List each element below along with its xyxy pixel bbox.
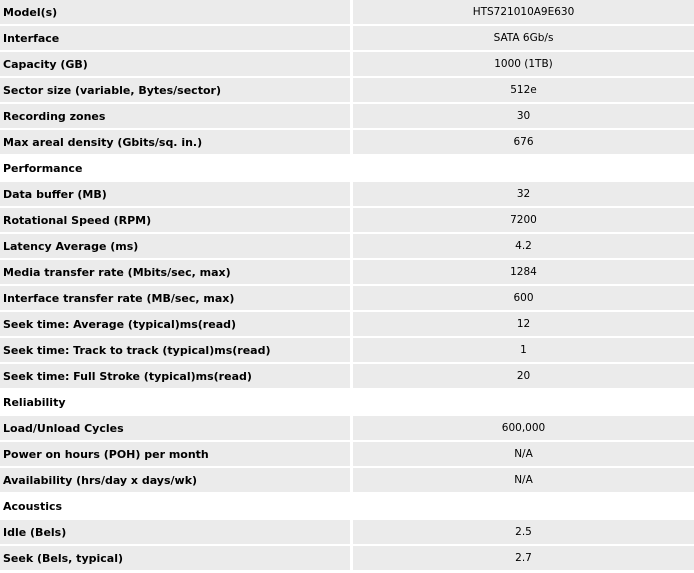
spec-label: Seek time: Full Stroke (typical)ms(read) [0,364,353,390]
spec-label: Rotational Speed (RPM) [0,208,353,234]
spec-value: 1284 [353,260,694,286]
spec-row [0,442,694,468]
spec-row [0,208,694,234]
section-header-row [0,156,694,182]
spec-value: 512e [353,78,694,104]
spec-row [0,260,694,286]
spec-value: 30 [353,104,694,130]
spec-row [0,182,694,208]
spec-label: Data buffer (MB) [0,182,353,208]
spec-row [0,26,694,52]
spec-value: 600,000 [353,416,694,442]
spec-row [0,286,694,312]
spec-label: Capacity (GB) [0,52,353,78]
spec-value: 1000 (1TB) [353,52,694,78]
section-header-row [0,390,694,416]
spec-value: 2.5 [353,520,694,546]
spec-value: 32 [353,182,694,208]
spec-label: Interface transfer rate (MB/sec, max) [0,286,353,312]
spec-value: 2.7 [353,546,694,572]
spec-label: Max areal density (Gbits/sq. in.) [0,130,353,156]
spec-label: Interface [0,26,353,52]
spec-label: Availability (hrs/day x days/wk) [0,468,353,494]
spec-row [0,338,694,364]
spec-value: 4.2 [353,234,694,260]
spec-value: HTS721010A9E630 [353,0,694,26]
spec-value: 676 [353,130,694,156]
spec-label: Idle (Bels) [0,520,353,546]
spec-label: Load/Unload Cycles [0,416,353,442]
spec-label: Sector size (variable, Bytes/sector) [0,78,353,104]
spec-value: SATA 6Gb/s [353,26,694,52]
spec-value: 20 [353,364,694,390]
spec-label: Media transfer rate (Mbits/sec, max) [0,260,353,286]
spec-value: 12 [353,312,694,338]
spec-label: Recording zones [0,104,353,130]
spec-row [0,0,694,26]
spec-row [0,78,694,104]
spec-value: 7200 [353,208,694,234]
spec-row [0,130,694,156]
section-header-row [0,494,694,520]
spec-label: Seek (Bels, typical) [0,546,353,572]
spec-row [0,234,694,260]
section-title: Reliability [0,390,694,416]
spec-label: Latency Average (ms) [0,234,353,260]
spec-row [0,416,694,442]
spec-row [0,104,694,130]
spec-value: N/A [353,468,694,494]
spec-row [0,468,694,494]
spec-row [0,312,694,338]
spec-label: Seek time: Average (typical)ms(read) [0,312,353,338]
spec-row [0,546,694,572]
section-title: Acoustics [0,494,694,520]
section-title: Performance [0,156,694,182]
spec-value: 600 [353,286,694,312]
spec-value: 1 [353,338,694,364]
spec-label: Power on hours (POH) per month [0,442,353,468]
spec-label: Seek time: Track to track (typical)ms(read) [0,338,353,364]
spec-row [0,52,694,78]
spec-row [0,520,694,546]
spec-value: N/A [353,442,694,468]
spec-row [0,364,694,390]
spec-label: Model(s) [0,0,353,26]
